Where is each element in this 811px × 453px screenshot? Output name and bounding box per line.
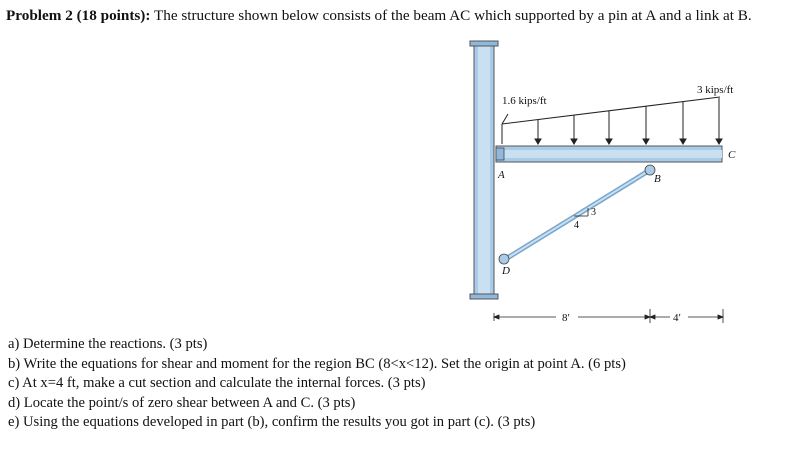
point-a-label: A (498, 169, 505, 181)
point-d-label: D (502, 265, 510, 277)
beam-structure-diagram (466, 38, 746, 338)
slope-rise-label: 3 (591, 207, 596, 218)
load-left-label: 1.6 kips/ft (502, 95, 547, 107)
dimension-line (494, 309, 723, 323)
wall-column (470, 41, 498, 299)
beam-ac (496, 146, 722, 162)
part-b: b) Write the equations for shear and moment for the region BC (8<x<12). Set the origin at point A. (6 pts) (8, 355, 626, 372)
slope-run-label: 4 (574, 220, 579, 231)
problem-heading: Problem 2 (18 points): (6, 7, 151, 24)
point-c-label: C (728, 149, 736, 161)
part-c: c) At x=4 ft, make a cut section and calculate the internal forces. (3 pts) (8, 375, 426, 392)
load-right-label: 3 kips/ft (697, 84, 734, 96)
dim-ab-label: 8′ (562, 312, 570, 324)
part-e: e) Using the equations developed in part (b), confirm the results you got in part (c). (3 pts) (8, 414, 536, 431)
problem-text: The structure shown below consists of the beam AC which supported by a pin at A and a link at B. (153, 7, 752, 24)
link-bd (499, 165, 655, 264)
problem-statement (6, 6, 806, 26)
dim-bc-label: 4′ (673, 312, 681, 324)
part-a: a) Determine the reactions. (3 pts) (8, 336, 208, 352)
point-b-label: B (654, 173, 661, 185)
question-parts (8, 335, 626, 433)
part-d: d) Locate the point/s of zero shear between A and C. (3 pts) (8, 394, 356, 411)
